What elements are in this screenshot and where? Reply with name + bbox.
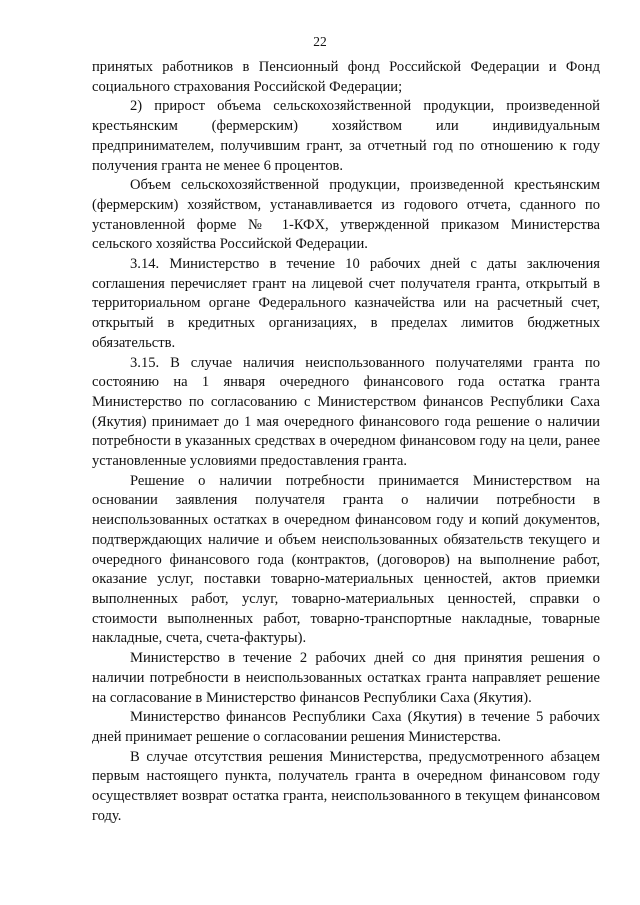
paragraph-1: принятых работников в Пенсионный фонд Российской Федерации и Фонд социального страхования Российской Федерации; (92, 59, 600, 95)
paragraph-5: 3.15. В случае наличия неиспользованного получателями гранта по состоянию на 1 января очередного финансового года остатка гранта Министерство по согласованию с Министерством финансов Республики Саха (Якутия) принимает до 1 мая очередного финансового года решение о наличии потребности в указанных средствах в очередном финансовом году на цели, ранее установленные условиями предоставления гранта. (92, 354, 600, 470)
paragraph-2: 2) прирост объема сельскохозяйственной продукции, произведенной крестьянским (фермерским) хозяйством или индивидуальным предпринимателем, получившим грант, за отчетный год по отношению к году получения гранта не менее 6 процентов. (92, 98, 600, 174)
paragraph-6: Решение о наличии потребности принимается Министерством на основании заявления получателя гранта о наличии потребности в неиспользованных остатках в очередном финансовом году и копий документов, подтверждающих наличие и объем неиспользованных обязательств текущего и очередного финансового года (контрактов, (договоров) на выполнение работ, оказание услуг, поставки товарно-материальных ценностей, актов приемки выполненных работ, услуг, товарно-материальных ценностей, справки о стоимости выполненных работ, товарно-транспортные накладные, товарные накладные, счета, счета-фактуры). (92, 472, 600, 647)
paragraph-3: Объем сельскохозяйственной продукции, произведенной крестьянским (фермерским) хозяйством, устанавливается из годового отчета, сданного по установленной форме № 1-КФХ, утвержденной приказом Министерства сельского хозяйства Российской Федерации. (92, 177, 600, 253)
page-number: 22 (313, 34, 327, 49)
paragraph-8: Министерство финансов Республики Саха (Якутия) в течение 5 рабочих дней принимает решение о согласовании решения Министерства. (92, 709, 600, 745)
paragraph-9: В случае отсутствия решения Министерства, предусмотренного абзацем первым настоящего пункта, получатель гранта в очередном финансовом году осуществляет возврат остатка гранта, неиспользованного в текущем финансовом году. (92, 748, 600, 824)
paragraph-4: 3.14. Министерство в течение 10 рабочих дней с даты заключения соглашения перечисляет грант на лицевой счет получателя гранта, открытый в территориальном органе Федерального казначейства или на расчетный счет, открытый в кредитных организациях, в пределах лимитов бюджетных обязательств. (92, 256, 600, 351)
document-body (92, 58, 600, 826)
paragraph-7: Министерство в течение 2 рабочих дней со дня принятия решения о наличии потребности в неиспользованных остатках гранта направляет решение на согласование в Министерство финансов Республики Саха (Якутия). (92, 650, 600, 706)
